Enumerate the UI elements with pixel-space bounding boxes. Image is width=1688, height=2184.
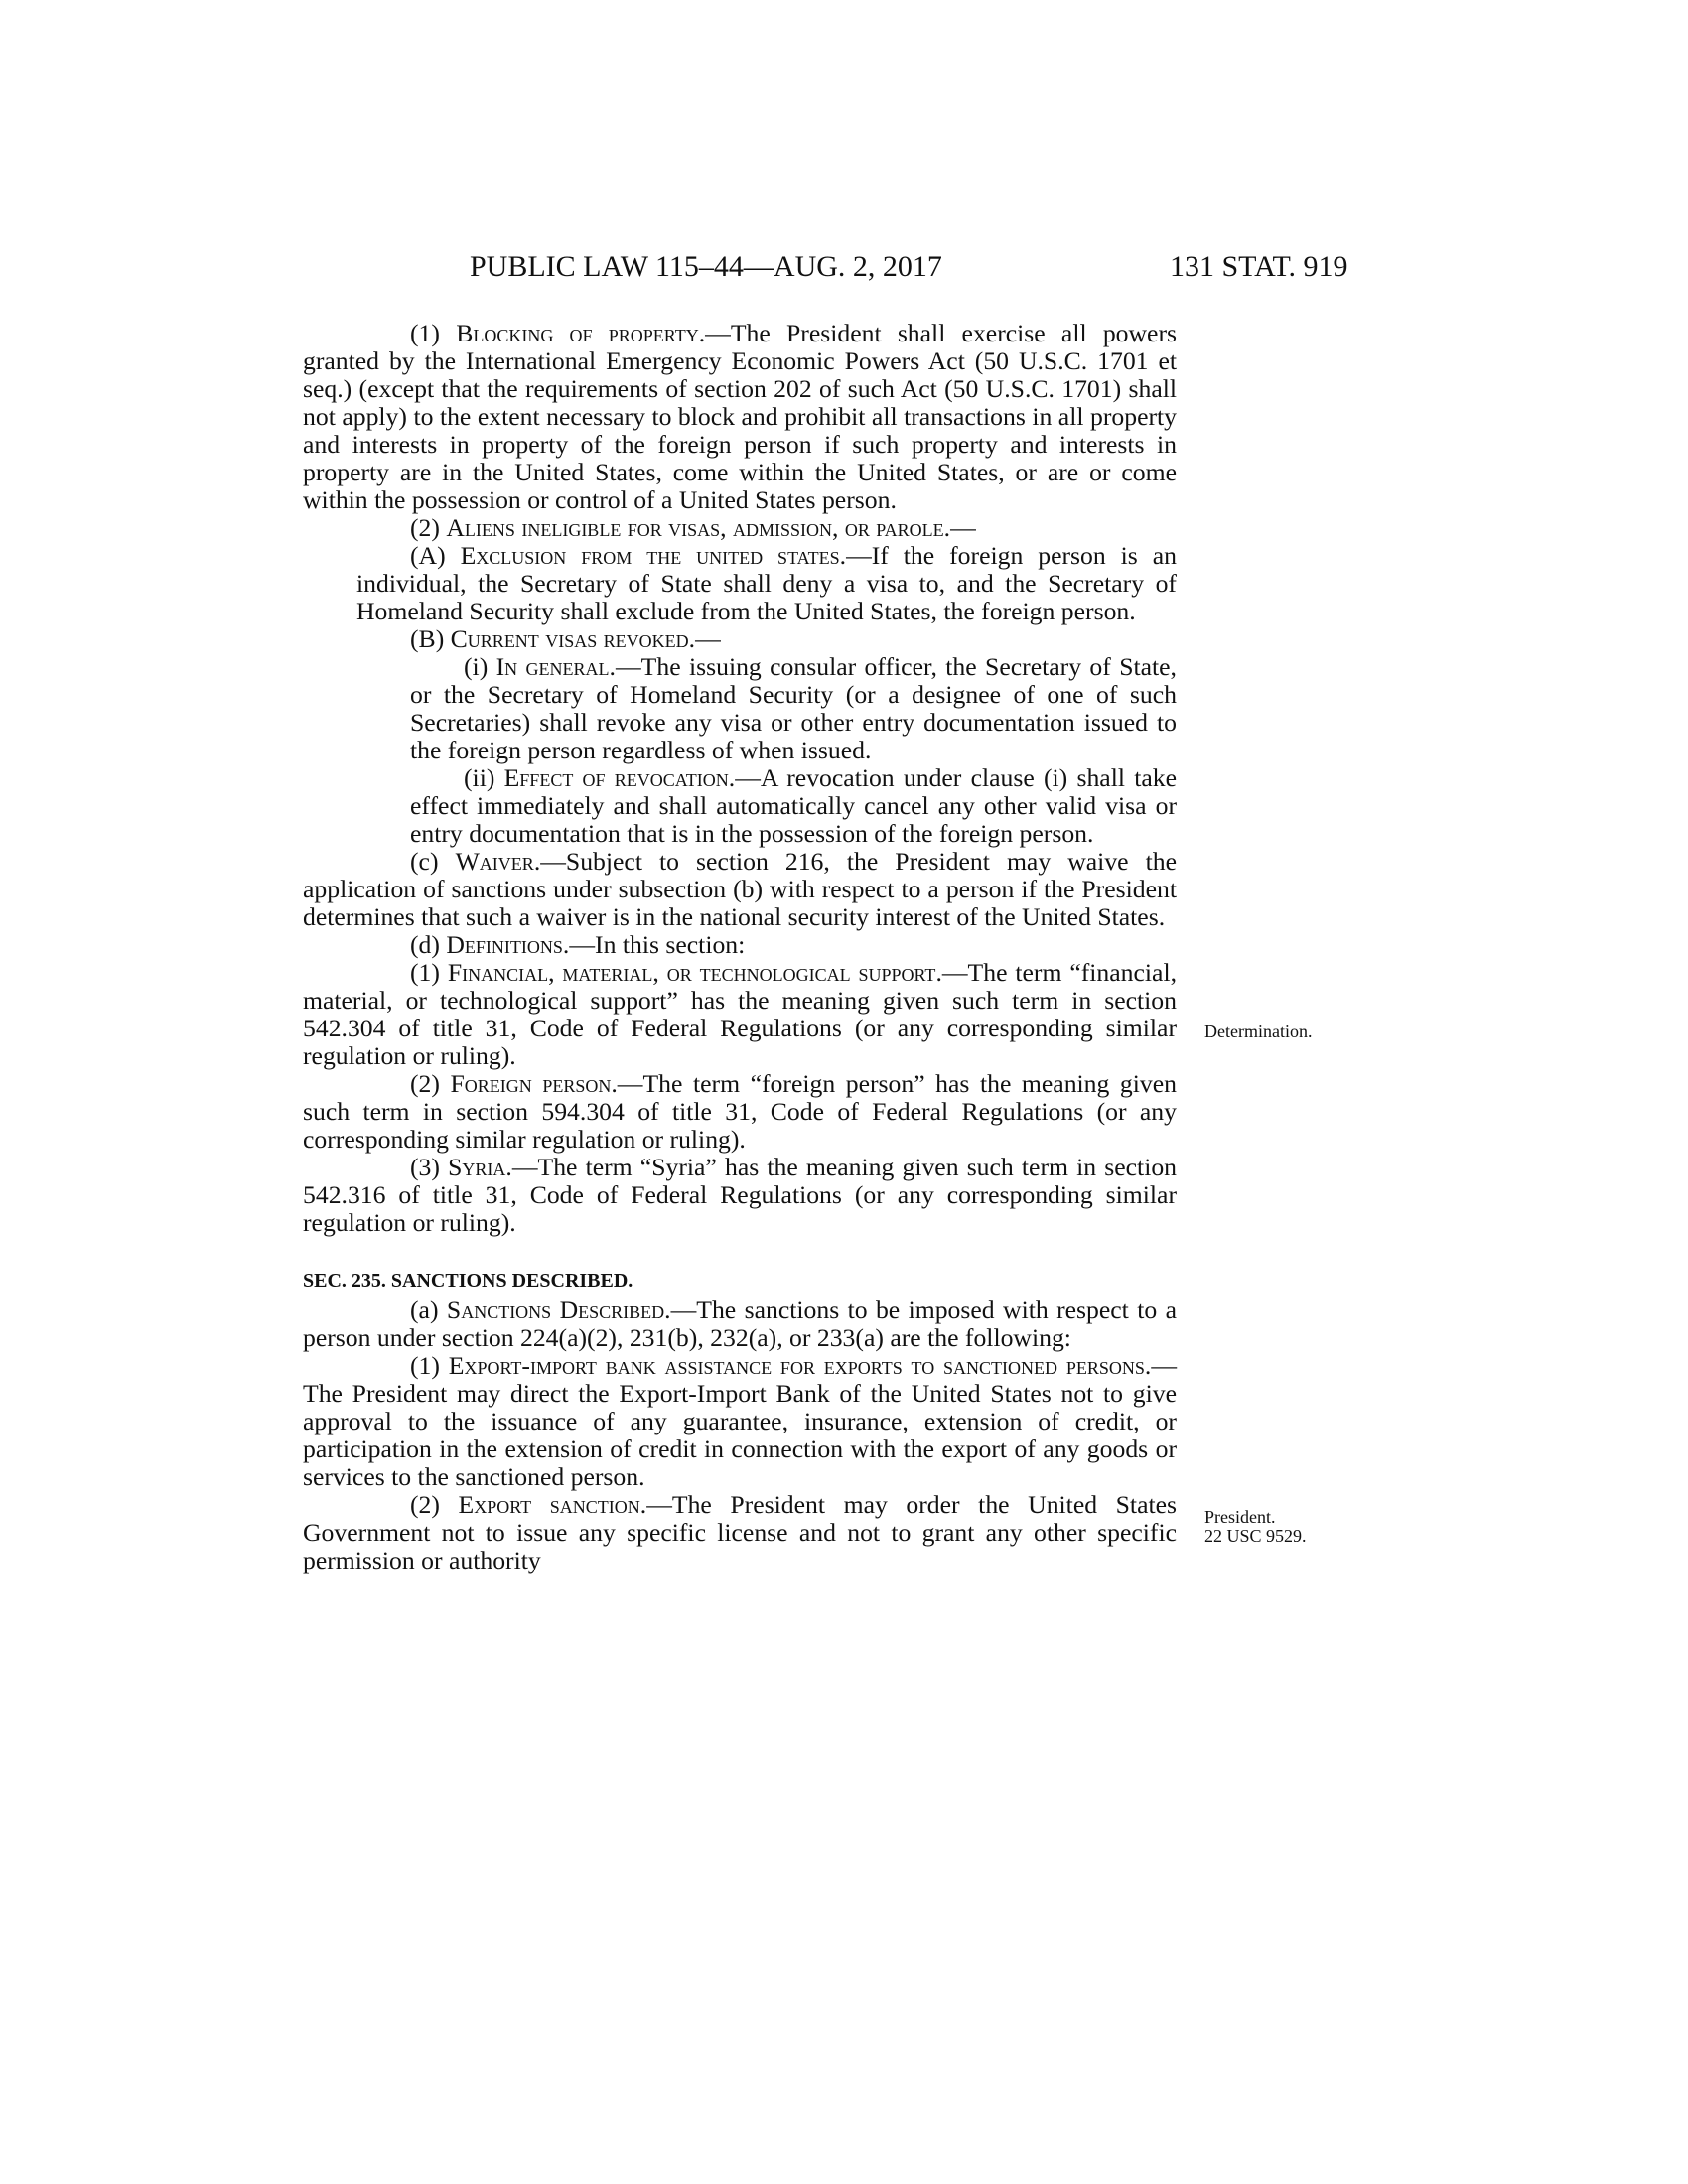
paragraph-financial-support [303, 959, 1177, 1070]
paragraph-heading: Blocking of property [456, 319, 699, 347]
paragraph-text: .—The issuing consular officer, the Secretary of State, or the Secretary of Homeland Security (or a designee of one of such Secretaries) shall revoke any visa or other entry documentation issued to the foreign person regardless of when issued. [410, 652, 1177, 764]
page-number: 131 STAT. 919 [1170, 250, 1348, 283]
paragraph-in-general [303, 653, 1177, 764]
paragraph-heading: Current visas revoked [450, 624, 689, 653]
running-header-title: PUBLIC LAW 115–44—AUG. 2, 2017 [470, 250, 942, 283]
paragraph-effect-of-revocation [303, 764, 1177, 848]
paragraph-text: .—In this section: [562, 930, 746, 959]
paragraph-text: .—If the foreign person is an individual, the Secretary of State shall deny a visa to, and the Secretary of Homeland Security shall exclude from the United States, the foreign person. [356, 541, 1177, 625]
paragraph-aliens-ineligible [303, 514, 1177, 542]
paragraph-heading: Exclusion from the united states [460, 541, 840, 570]
document-body [303, 320, 1177, 1574]
paragraph-definitions [303, 931, 1177, 959]
section-heading: SEC. 235. SANCTIONS DESCRIBED. [303, 1270, 633, 1292]
paragraph-text: .—The term “Syria” has the meaning given such term in section 542.316 of title 31, Code of Federal Regulations (or any corresponding similar regulation or ruling). [303, 1153, 1178, 1237]
paragraph-number: (1) [410, 958, 448, 987]
paragraph-text: .—The President may order the United States Government not to issue any specific license and not to grant any other specific permission or authority [303, 1490, 1178, 1574]
paragraph-heading: Sanctions Described [446, 1296, 665, 1324]
paragraph-number: (i) [464, 652, 496, 681]
paragraph-text: .—The President shall exercise all powers granted by the International Emergency Economic Powers Act (50 U.S.C. 1701 et seq.) (except that the requirements of section 202 of such Act (50 U.S.C. 1701) shall not apply) to the extent necessary to block and prohibit all transactions in all property and interests in property of the foreign person if such property and interests in property are in the United States, come within the United States, or are or come within the possession or control of a United States person. [303, 319, 1178, 514]
paragraph-text: .—A revocation under clause (i) shall take effect immediately and shall automatically cancel any other valid visa or entry documentation that is in the possession of the foreign person. [410, 763, 1177, 848]
paragraph-text: .—The sanctions to be imposed with respect to a person under section 224(a)(2), 231(b), 232(a), or 233(a) are the following: [303, 1296, 1177, 1352]
paragraph-number: (c) [410, 847, 456, 876]
paragraph-number: (a) [410, 1296, 447, 1324]
margin-note-usc: 22 USC 9529. [1204, 1526, 1307, 1546]
paragraph-heading: In general [495, 652, 610, 681]
paragraph-text: .—The President may direct the Export-Import Bank of the United States not to give approval to the issuance of any guarantee, insurance, extension of credit, or participation in the extension of credit in connection with the export of any goods or services to the sanctioned person. [303, 1351, 1177, 1491]
paragraph-exclusion [303, 542, 1177, 625]
paragraph-heading: Export-import bank assistance for exports to sanctioned persons [448, 1351, 1145, 1380]
paragraph-heading: Definitions [446, 930, 563, 959]
margin-note-determination: Determination. [1204, 1022, 1313, 1041]
paragraph-text: .—The term “financial, material, or technological support” has the meaning given such term in section 542.304 of title 31, Code of Federal Regulations (or any corresponding similar regulation or ruling). [303, 958, 1178, 1070]
paragraph-number: (B) [410, 624, 451, 653]
paragraph-syria [303, 1154, 1177, 1237]
paragraph-sanctions-described [303, 1297, 1177, 1352]
paragraph-text: .— [688, 624, 721, 653]
paragraph-export-sanction [303, 1491, 1177, 1574]
paragraph-number: (A) [410, 541, 461, 570]
paragraph-number: (ii) [464, 763, 504, 792]
paragraph-heading: Syria [448, 1153, 506, 1181]
paragraph-blocking-of-property [303, 320, 1177, 514]
paragraph-number: (1) [410, 1351, 449, 1380]
margin-note-president: President. [1204, 1507, 1276, 1527]
paragraph-number: (2) [410, 1490, 459, 1519]
paragraph-heading: Foreign person [450, 1069, 612, 1098]
paragraph-waiver [303, 848, 1177, 931]
paragraph-current-visas-revoked [303, 625, 1177, 653]
paragraph-heading: Waiver [455, 847, 534, 876]
paragraph-number: (2) [410, 513, 447, 542]
paragraph-foreign-person [303, 1070, 1177, 1154]
paragraph-heading: Effect of revocation [503, 763, 729, 792]
paragraph-heading: Financial, material, or technological support [447, 958, 936, 987]
paragraph-heading: Aliens ineligible for visas, admission, or parole [446, 513, 944, 542]
paragraph-number: (2) [410, 1069, 451, 1098]
paragraph-heading: Export sanction [458, 1490, 640, 1519]
paragraph-text: .—The term “foreign person” has the meaning given such term in section 594.304 of title 31, Code of Federal Regulations (or any corresponding similar regulation or ruling). [303, 1069, 1177, 1154]
paragraph-number: (d) [410, 930, 447, 959]
paragraph-text: .— [943, 513, 976, 542]
paragraph-export-import-bank [303, 1352, 1177, 1491]
paragraph-number: (3) [410, 1153, 449, 1181]
paragraph-text: .—Subject to section 216, the President may waive the application of sanctions under subsection (b) with respect to a person if the President determines that such a waiver is in the national security interest of the United States. [303, 847, 1177, 931]
paragraph-number: (1) [410, 319, 457, 347]
